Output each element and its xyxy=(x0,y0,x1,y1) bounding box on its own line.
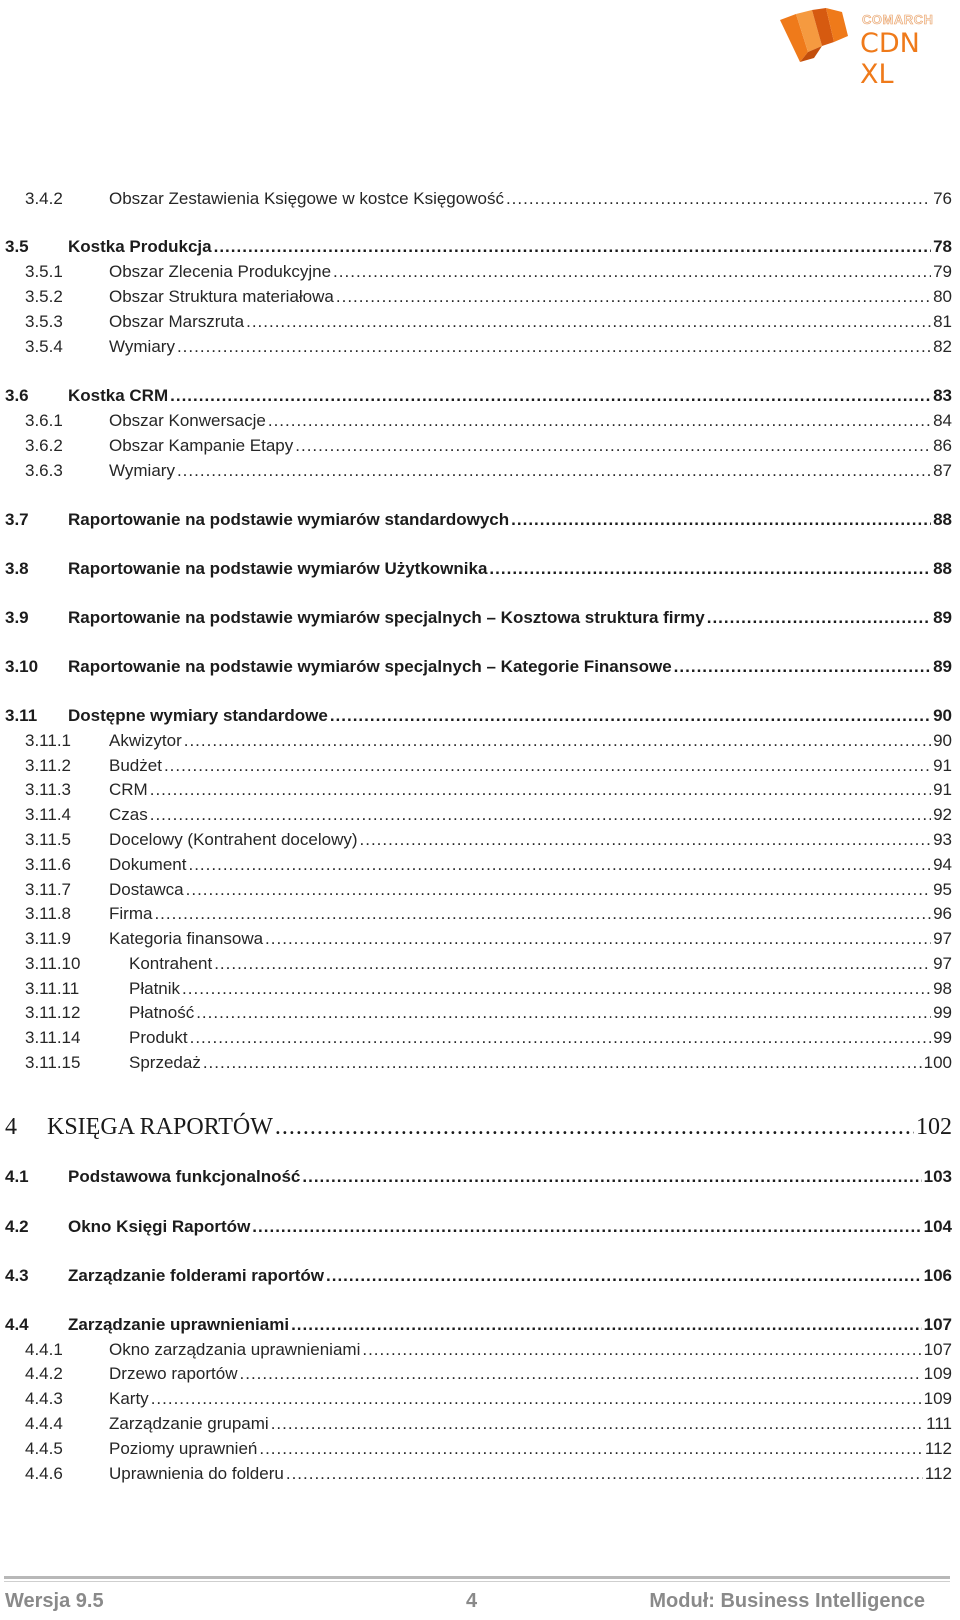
toc-dot-leader xyxy=(275,1112,914,1142)
toc-entry[interactable] xyxy=(25,261,952,283)
toc-dot-leader xyxy=(286,1463,923,1485)
toc-entry-number: 4.1 xyxy=(5,1167,29,1186)
toc-entry-title: Docelowy (Kontrahent docelowy) xyxy=(109,830,358,849)
toc-entry-title: Karty xyxy=(109,1389,149,1408)
toc-entry-title: Zarządzanie folderami raportów xyxy=(68,1266,324,1285)
toc-entry-page: 92 xyxy=(933,805,952,824)
toc-entry-title: Wymiary xyxy=(109,461,175,480)
toc-entry-page: 102 xyxy=(916,1114,952,1140)
toc-dot-leader xyxy=(240,1363,922,1385)
toc-dot-leader xyxy=(188,854,931,876)
toc-entry[interactable] xyxy=(5,705,952,727)
toc-entry-number: 3.4.2 xyxy=(25,189,63,208)
toc-entry[interactable] xyxy=(5,1216,952,1238)
toc-entry-page: 99 xyxy=(933,1003,952,1022)
toc-dot-leader xyxy=(511,509,931,531)
toc-entry-page: 89 xyxy=(933,608,952,627)
toc-entry[interactable] xyxy=(25,1463,952,1485)
toc-entry-page: 76 xyxy=(933,189,952,208)
toc-entry[interactable] xyxy=(25,854,952,876)
toc-entry-number: 3.11.11 xyxy=(25,979,80,998)
toc-entry-number: 3.6.1 xyxy=(25,411,63,430)
toc-entry-title: Kostka CRM xyxy=(68,386,169,405)
toc-entry-page: 93 xyxy=(933,830,952,849)
toc-entry[interactable] xyxy=(5,607,952,629)
toc-entry[interactable] xyxy=(25,286,952,308)
toc-entry-title: Dostawca xyxy=(109,880,184,899)
toc-entry-title: KSIĘGA RAPORTÓW xyxy=(47,1114,273,1140)
toc-dot-leader xyxy=(259,1438,923,1460)
toc-dot-leader xyxy=(182,978,931,1000)
toc-entry-page: 91 xyxy=(933,756,952,775)
toc-entry[interactable] xyxy=(25,730,952,752)
toc-entry-number: 3.11.3 xyxy=(25,780,72,799)
toc-dot-leader xyxy=(170,385,931,407)
toc-dot-leader xyxy=(252,1216,921,1238)
toc-entry-title: Okno zarządzania uprawnieniami xyxy=(109,1340,361,1359)
toc-entry-page: 99 xyxy=(933,1028,952,1047)
toc-entry-number: 3.5.1 xyxy=(25,262,63,281)
toc-dot-leader xyxy=(674,656,931,678)
toc-entry-number: 4.4.6 xyxy=(25,1464,63,1483)
toc-dot-leader xyxy=(326,1265,922,1287)
brand-product: CDN XL xyxy=(860,28,920,90)
toc-entry-title: Płatność xyxy=(129,1003,195,1022)
toc-entry-title: Podstawowa funkcjonalność xyxy=(68,1167,301,1186)
toc-dot-leader xyxy=(302,1166,921,1188)
toc-entry[interactable] xyxy=(5,656,952,678)
toc-entry-page: 80 xyxy=(933,287,952,306)
toc-entry-title: Kostka Produkcja xyxy=(68,237,212,256)
toc-entry-number: 3.11 xyxy=(5,706,38,725)
toc-entry[interactable] xyxy=(25,311,952,333)
toc-entry[interactable] xyxy=(25,978,952,1000)
toc-dot-leader xyxy=(214,953,931,975)
toc-entry-page: 83 xyxy=(933,386,952,405)
toc-entry-number: 3.5.4 xyxy=(25,337,63,356)
toc-entry-number: 3.10 xyxy=(5,657,39,676)
toc-entry[interactable] xyxy=(5,509,952,531)
toc-entry[interactable] xyxy=(25,903,952,925)
toc-entry-page: 90 xyxy=(933,731,952,750)
toc-dot-leader xyxy=(362,1339,921,1361)
toc-entry-number: 4.4.1 xyxy=(25,1340,63,1359)
toc-entry[interactable] xyxy=(25,336,952,358)
footer-page-number: 4 xyxy=(466,1590,478,1612)
toc-entry-page: 107 xyxy=(923,1340,952,1359)
toc-entry[interactable] xyxy=(25,953,952,975)
toc-entry-page: 106 xyxy=(923,1266,952,1285)
footer-module: Moduł: Business Intelligence xyxy=(649,1590,925,1612)
toc-dot-leader xyxy=(177,460,931,482)
toc-entry-number: 3.5 xyxy=(5,237,29,256)
toc-entry-number: 3.11.7 xyxy=(25,880,72,899)
toc-entry-title: Obszar Konwersacje xyxy=(109,411,266,430)
toc-entry-number: 4.4.2 xyxy=(25,1364,63,1383)
toc-entry-title: Czas xyxy=(109,805,148,824)
toc-entry-title: Obszar Kampanie Etapy xyxy=(109,436,294,455)
toc-entry[interactable] xyxy=(25,460,952,482)
toc-entry-page: 112 xyxy=(924,1464,952,1483)
toc-entry[interactable] xyxy=(25,435,952,457)
toc-entry[interactable] xyxy=(25,804,952,826)
toc-entry-title: Obszar Marszruta xyxy=(109,312,245,331)
toc-entry-page: 97 xyxy=(933,929,952,948)
toc-dot-leader xyxy=(268,410,931,432)
toc-dot-leader xyxy=(190,1027,931,1049)
toc-entry[interactable] xyxy=(25,1363,952,1385)
toc-dot-leader xyxy=(214,236,931,258)
toc-dot-leader xyxy=(186,879,931,901)
toc-entry[interactable] xyxy=(25,879,952,901)
toc-dot-leader xyxy=(360,829,932,851)
toc-entry[interactable] xyxy=(25,410,952,432)
toc-entry-page: 96 xyxy=(933,904,952,923)
toc-entry-page: 86 xyxy=(933,436,952,455)
toc-entry-title: Dokument xyxy=(109,855,187,874)
toc-entry-number: 3.11.6 xyxy=(25,855,72,874)
toc-entry[interactable] xyxy=(25,829,952,851)
brand-company: COMARCH xyxy=(862,12,934,27)
toc-entry-title: Obszar Zestawienia Księgowe w kostce Księgowość xyxy=(109,189,504,208)
toc-entry-page: 97 xyxy=(933,954,952,973)
toc-entry-number: 3.11.9 xyxy=(25,929,72,948)
toc-entry-number: 3.11.2 xyxy=(25,756,72,775)
toc-entry-title: Uprawnienia do folderu xyxy=(109,1464,284,1483)
toc-entry-page: 94 xyxy=(933,855,952,874)
toc-entry-title: Sprzedaż xyxy=(129,1053,201,1072)
toc-dot-leader xyxy=(333,261,931,283)
toc-entry-number: 3.6.2 xyxy=(25,436,63,455)
toc-dot-leader xyxy=(489,558,931,580)
toc-entry-page: 89 xyxy=(933,657,952,676)
toc-entry-title: Raportowanie na podstawie wymiarów Użytkownika xyxy=(68,559,488,578)
toc-entry-page: 87 xyxy=(933,461,952,480)
toc-entry-title: Produkt xyxy=(129,1028,188,1047)
toc-entry-number: 3.11.15 xyxy=(25,1053,81,1072)
toc-entry-title: Kontrahent xyxy=(129,954,213,973)
toc-entry[interactable] xyxy=(25,779,952,801)
toc-entry-page: 81 xyxy=(933,312,952,331)
toc-entry[interactable] xyxy=(25,928,952,950)
toc-entry-title: Obszar Struktura materiałowa xyxy=(109,287,334,306)
toc-dot-leader xyxy=(265,928,931,950)
toc-entry[interactable] xyxy=(25,1052,952,1074)
toc-entry[interactable] xyxy=(25,188,952,210)
toc-entry-title: Wymiary xyxy=(109,337,175,356)
footer-version: Wersja 9.5 xyxy=(5,1590,104,1612)
toc-entry[interactable] xyxy=(25,1438,952,1460)
toc-entry[interactable] xyxy=(5,385,952,407)
toc-entry[interactable] xyxy=(25,1413,952,1435)
toc-entry[interactable] xyxy=(5,1112,952,1142)
toc-entry-number: 3.5.2 xyxy=(25,287,63,306)
toc-entry-number: 4.4 xyxy=(5,1315,29,1334)
toc-entry-number: 3.11.4 xyxy=(25,805,72,824)
toc-entry-page: 84 xyxy=(933,411,952,430)
toc-entry-number: 3.11.8 xyxy=(25,904,72,923)
toc-entry-number: 3.9 xyxy=(5,608,29,627)
toc-entry-number: 3.7 xyxy=(5,510,29,529)
toc-dot-leader xyxy=(295,435,931,457)
toc-entry-title: Obszar Zlecenia Produkcyjne xyxy=(109,262,332,281)
toc-dot-leader xyxy=(246,311,931,333)
toc-entry-page: 82 xyxy=(933,337,952,356)
toc-entry[interactable] xyxy=(25,1002,952,1024)
toc-entry-page: 88 xyxy=(933,559,952,578)
footer-divider xyxy=(4,1576,950,1579)
toc-dot-leader xyxy=(291,1314,922,1336)
toc-dot-leader xyxy=(164,755,931,777)
toc-entry-page: 91 xyxy=(933,780,952,799)
toc-dot-leader xyxy=(330,705,931,727)
toc-entry-number: 3.5.3 xyxy=(25,312,63,331)
toc-dot-leader xyxy=(150,804,931,826)
toc-entry-number: 4.4.4 xyxy=(25,1414,63,1433)
toc-entry-title: Drzewo raportów xyxy=(109,1364,238,1383)
toc-entry[interactable] xyxy=(5,1314,952,1336)
toc-entry-number: 3.6 xyxy=(5,386,29,405)
toc-entry[interactable] xyxy=(25,1027,952,1049)
toc-entry-title: Budżet xyxy=(109,756,162,775)
toc-entry[interactable] xyxy=(5,558,952,580)
toc-entry-page: 109 xyxy=(923,1389,952,1408)
toc-dot-leader xyxy=(184,730,931,752)
toc-entry-title: Kategoria finansowa xyxy=(109,929,264,948)
toc-entry-page: 104 xyxy=(923,1217,952,1236)
toc-entry-title: Zarządzanie grupami xyxy=(109,1414,269,1433)
toc-entry-number: 3.11.14 xyxy=(25,1028,81,1047)
toc-dot-leader xyxy=(196,1002,931,1024)
toc-entry[interactable] xyxy=(5,1265,952,1287)
toc-entry-number: 4.4.3 xyxy=(25,1389,63,1408)
toc-entry-page: 103 xyxy=(923,1167,952,1186)
toc-entry-title: Dostępne wymiary standardowe xyxy=(68,706,328,725)
toc-entry-number: 3.6.3 xyxy=(25,461,63,480)
toc-entry-number: 4 xyxy=(5,1114,17,1140)
toc-dot-leader xyxy=(271,1413,924,1435)
toc-entry[interactable] xyxy=(25,1339,952,1361)
toc-entry-number: 3.11.10 xyxy=(25,954,81,973)
toc-entry-page: 88 xyxy=(933,510,952,529)
toc-entry-title: Zarządzanie uprawnieniami xyxy=(68,1315,290,1334)
toc-dot-leader xyxy=(150,779,931,801)
toc-entry-title: Akwizytor xyxy=(109,731,182,750)
toc-dot-leader xyxy=(707,607,931,629)
toc-dot-leader xyxy=(177,336,931,358)
toc-entry-title: Okno Księgi Raportów xyxy=(68,1217,251,1236)
toc-entry-page: 90 xyxy=(933,706,952,725)
toc-entry-page: 100 xyxy=(923,1053,952,1072)
toc-entry-page: 107 xyxy=(923,1315,952,1334)
toc-entry[interactable] xyxy=(25,1388,952,1410)
toc-dot-leader xyxy=(506,188,931,210)
toc-entry-title: Raportowanie na podstawie wymiarów standardowych xyxy=(68,510,510,529)
toc-entry-number: 4.3 xyxy=(5,1266,29,1285)
toc-entry-number: 4.2 xyxy=(5,1217,29,1236)
toc-entry-title: Firma xyxy=(109,904,153,923)
toc-entry[interactable] xyxy=(5,1166,952,1188)
toc-entry-title: Płatnik xyxy=(129,979,181,998)
toc-entry-page: 78 xyxy=(933,237,952,256)
toc-entry-page: 79 xyxy=(933,262,952,281)
toc-entry-number: 3.11.12 xyxy=(25,1003,81,1022)
toc-dot-leader xyxy=(154,903,931,925)
toc-entry-number: 3.11.5 xyxy=(25,830,72,849)
toc-entry-number: 3.8 xyxy=(5,559,29,578)
toc-entry-title: Poziomy uprawnień xyxy=(109,1439,258,1458)
toc-entry[interactable] xyxy=(25,755,952,777)
toc-entry-page: 109 xyxy=(923,1364,952,1383)
toc-entry-title: Raportowanie na podstawie wymiarów specjalnych – Kategorie Finansowe xyxy=(68,657,672,676)
toc-entry-page: 111 xyxy=(926,1414,952,1433)
toc-entry-number: 4.4.5 xyxy=(25,1439,63,1458)
toc-dot-leader xyxy=(336,286,931,308)
toc-entry-number: 3.11.1 xyxy=(25,731,72,750)
footer-divider-thin xyxy=(4,1581,950,1582)
toc-entry-title: CRM xyxy=(109,780,148,799)
toc-entry-page: 98 xyxy=(933,979,952,998)
toc-entry-page: 95 xyxy=(933,880,952,899)
toc-dot-leader xyxy=(203,1052,922,1074)
toc-entry-title: Raportowanie na podstawie wymiarów specjalnych – Kosztowa struktura firmy xyxy=(68,608,705,627)
toc-dot-leader xyxy=(151,1388,922,1410)
toc-entry-page: 112 xyxy=(924,1439,952,1458)
toc-entry[interactable] xyxy=(5,236,952,258)
